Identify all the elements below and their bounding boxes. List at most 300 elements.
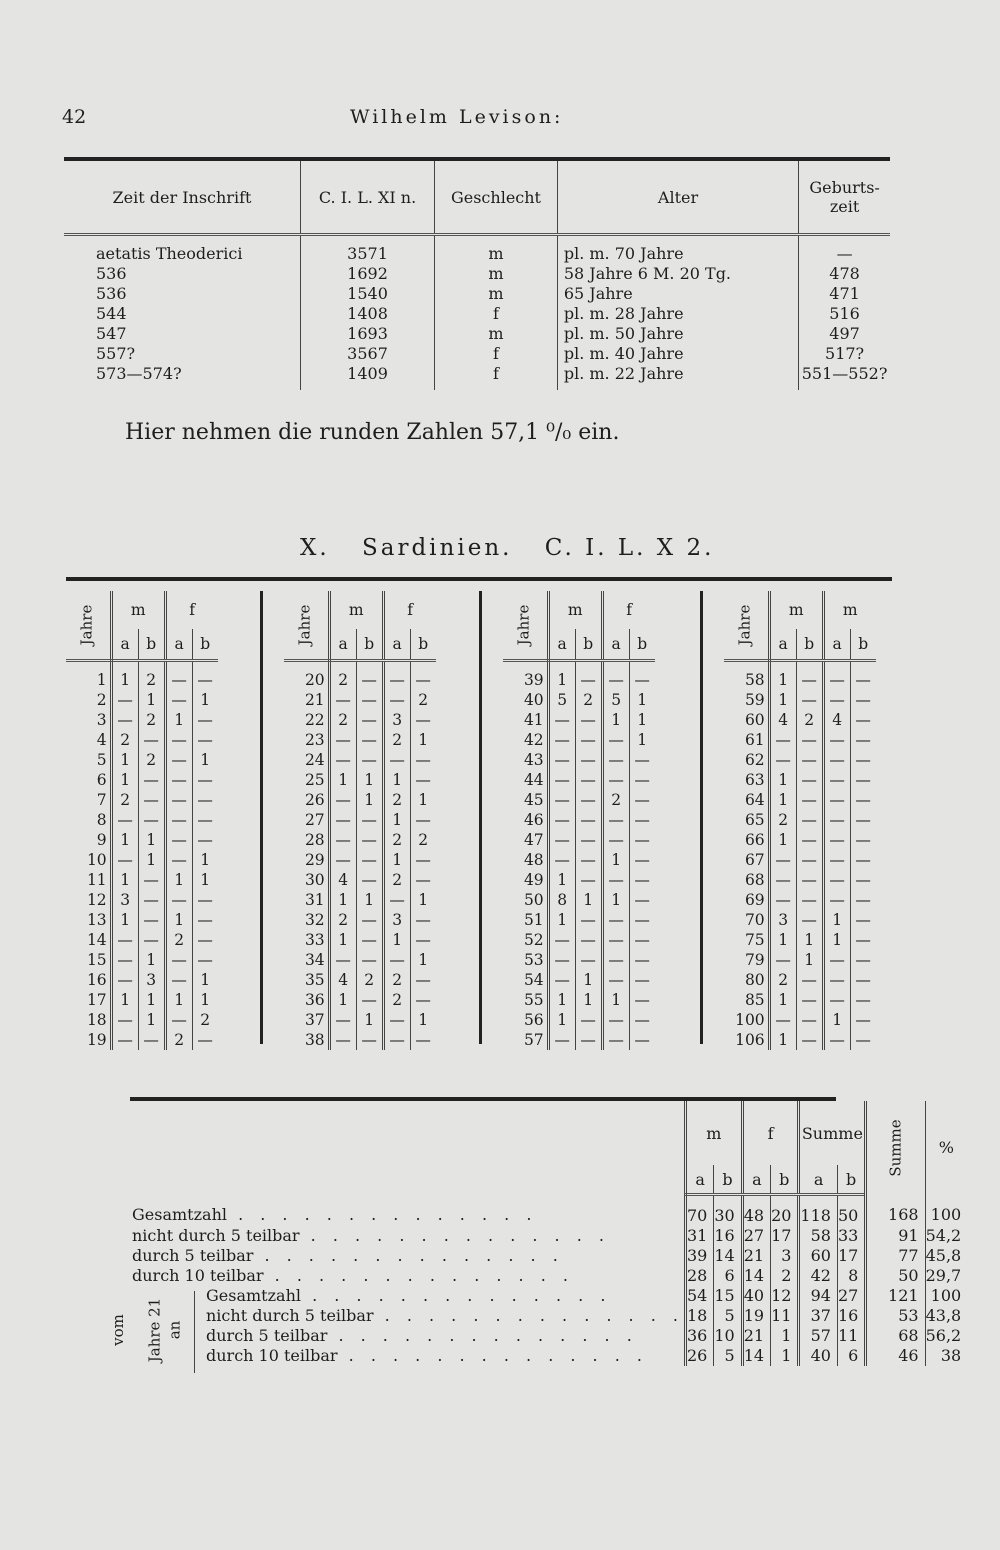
age-count: — xyxy=(629,1010,655,1030)
age-count: — xyxy=(117,971,133,989)
age-year: 50 xyxy=(503,890,548,910)
age-count: — xyxy=(192,910,218,930)
age-count: 1 xyxy=(778,691,789,709)
age-year: 15 xyxy=(66,950,111,970)
age-count: 1 xyxy=(557,871,568,889)
inscription-birth: 517? xyxy=(799,344,890,364)
age-count: — xyxy=(796,850,823,870)
age-count: — xyxy=(602,970,629,990)
sub-header: b xyxy=(575,629,602,661)
age-count: — xyxy=(823,730,850,750)
age-count: — xyxy=(796,790,823,810)
age-count: — xyxy=(554,851,570,869)
col-header-time: Zeit der Inschrift xyxy=(64,161,300,235)
age-count: — xyxy=(410,990,436,1010)
summary-table xyxy=(130,1097,962,1366)
age-count: 1 xyxy=(120,831,131,849)
summary-value: 15 xyxy=(714,1286,742,1306)
age-count: 2 xyxy=(165,1030,192,1050)
age-count: — xyxy=(554,931,570,949)
age-count: 2 xyxy=(120,791,131,809)
age-count: — xyxy=(165,690,192,710)
sex-header: f xyxy=(165,591,218,629)
sum-header-summe-vertical: Summe xyxy=(866,1101,925,1195)
summary-value: 16 xyxy=(837,1306,865,1326)
age-count: 1 xyxy=(575,970,602,990)
age-count: — xyxy=(775,891,791,909)
age-row xyxy=(724,770,876,790)
age-count: 2 xyxy=(165,930,192,950)
summary-total: 121 xyxy=(866,1286,925,1306)
age-year: 22 xyxy=(284,710,329,730)
age-row xyxy=(284,810,436,830)
age-count: 1 xyxy=(575,990,602,1010)
age-year: 70 xyxy=(724,910,769,930)
age-count: — xyxy=(602,930,629,950)
inscription-row xyxy=(64,284,890,304)
age-year: 79 xyxy=(724,950,769,970)
age-count: — xyxy=(138,810,165,830)
age-count: 3 xyxy=(383,710,410,730)
age-row xyxy=(66,1030,218,1050)
age-year: 40 xyxy=(503,690,548,710)
age-count: 1 xyxy=(356,890,383,910)
age-count: 1 xyxy=(557,671,568,689)
age-year: 6 xyxy=(66,770,111,790)
summary-row-label: durch 5 teilbar . . . . . . . . . . . . . . xyxy=(132,1246,564,1265)
age-count: — xyxy=(410,970,436,990)
age-count: — xyxy=(356,710,383,730)
age-row xyxy=(724,930,876,950)
age-count: — xyxy=(796,770,823,790)
inscription-cil: 1693 xyxy=(300,324,434,344)
age-count: — xyxy=(554,831,570,849)
age-count: — xyxy=(629,910,655,930)
age-year: 25 xyxy=(284,770,329,790)
age-row xyxy=(284,661,436,691)
age-count: 1 xyxy=(120,991,131,1009)
sex-header: m xyxy=(788,601,804,619)
age-count: 1 xyxy=(338,891,349,909)
age-year: 10 xyxy=(66,850,111,870)
age-count: — xyxy=(192,790,218,810)
age-year: 56 xyxy=(503,1010,548,1030)
age-count: — xyxy=(602,830,629,850)
age-count: 1 xyxy=(192,750,218,770)
inscription-birth: 478 xyxy=(799,264,890,284)
summary-value: 19 xyxy=(742,1306,770,1326)
age-count: 2 xyxy=(575,690,602,710)
age-count: 1 xyxy=(138,850,165,870)
age-row xyxy=(503,661,655,691)
summary-row xyxy=(130,1346,967,1366)
age-count: — xyxy=(192,1030,218,1050)
age-count: — xyxy=(192,770,218,790)
age-count: — xyxy=(554,791,570,809)
age-count: — xyxy=(850,710,876,730)
summary-row xyxy=(130,1326,967,1346)
age-count: — xyxy=(575,830,602,850)
age-row xyxy=(724,850,876,870)
age-count: — xyxy=(575,770,602,790)
age-count: — xyxy=(629,661,655,691)
age-count: 1 xyxy=(356,1010,383,1030)
age-year: 53 xyxy=(503,950,548,970)
age-count: 1 xyxy=(557,1011,568,1029)
sum-sub-header: b xyxy=(771,1165,799,1195)
inscription-cil: 3571 xyxy=(300,235,434,265)
age-year: 3 xyxy=(66,710,111,730)
age-row xyxy=(284,890,436,910)
age-row xyxy=(284,1030,436,1050)
age-row xyxy=(503,970,655,990)
age-count: — xyxy=(410,770,436,790)
age-count: 1 xyxy=(165,870,192,890)
subgroup-label xyxy=(108,1291,202,1373)
inscription-birth: — xyxy=(799,235,890,265)
age-count: 4 xyxy=(338,871,349,889)
age-count: 1 xyxy=(602,890,629,910)
age-row xyxy=(724,750,876,770)
section-title xyxy=(300,535,714,561)
age-count: 1 xyxy=(410,730,436,750)
summary-value: 70 xyxy=(685,1195,713,1227)
summary-value: 21 xyxy=(742,1246,770,1266)
age-row xyxy=(66,810,218,830)
sub-header: a xyxy=(548,629,575,661)
summary-value: 2 xyxy=(771,1266,799,1286)
summary-percent: 38 xyxy=(925,1346,967,1366)
age-year: 68 xyxy=(724,870,769,890)
summary-total: 168 xyxy=(866,1195,925,1227)
age-count: 1 xyxy=(778,671,789,689)
age-year: 36 xyxy=(284,990,329,1010)
inscription-time: 544 xyxy=(96,304,127,323)
age-count: — xyxy=(850,850,876,870)
age-count: 5 xyxy=(602,690,629,710)
age-row xyxy=(284,910,436,930)
age-row xyxy=(724,710,876,730)
age-count: — xyxy=(823,750,850,770)
age-count: — xyxy=(850,910,876,930)
age-count: 2 xyxy=(796,710,823,730)
age-count: — xyxy=(796,970,823,990)
age-count: — xyxy=(629,1030,655,1050)
age-row xyxy=(284,750,436,770)
age-count: 3 xyxy=(778,911,789,929)
age-count: — xyxy=(575,930,602,950)
age-count: — xyxy=(117,691,133,709)
summary-total: 77 xyxy=(866,1246,925,1266)
age-row xyxy=(503,730,655,750)
age-year: 19 xyxy=(66,1030,111,1050)
age-count: — xyxy=(165,830,192,850)
age-row xyxy=(724,790,876,810)
age-count: — xyxy=(138,910,165,930)
group-divider xyxy=(700,591,703,1044)
age-count: — xyxy=(356,870,383,890)
age-count: 1 xyxy=(629,710,655,730)
sum-header-f: f xyxy=(742,1101,799,1165)
inscription-age: 65 Jahre xyxy=(557,284,798,304)
age-count: — xyxy=(823,770,850,790)
age-count: — xyxy=(356,1030,383,1050)
age-year: 2 xyxy=(66,690,111,710)
age-count: — xyxy=(165,730,192,750)
section-roman: X. xyxy=(300,535,330,561)
sum-sub-header: a xyxy=(742,1165,770,1195)
sub-header: a xyxy=(602,629,629,661)
age-count: — xyxy=(165,850,192,870)
sex-header: m xyxy=(823,591,876,629)
age-year: 75 xyxy=(724,930,769,950)
age-count: 1 xyxy=(165,710,192,730)
age-year: 17 xyxy=(66,990,111,1010)
age-count: — xyxy=(356,990,383,1010)
age-year: 27 xyxy=(284,810,329,830)
age-count: — xyxy=(554,811,570,829)
age-year: 51 xyxy=(503,910,548,930)
age-group-2 xyxy=(284,591,436,1049)
sub-header: b xyxy=(356,629,383,661)
age-row xyxy=(284,770,436,790)
age-count: — xyxy=(602,1010,629,1030)
age-count: 2 xyxy=(383,790,410,810)
age-year: 57 xyxy=(503,1030,548,1050)
inscription-time: 536 xyxy=(96,284,127,303)
sub-header: a xyxy=(329,629,356,661)
age-count: — xyxy=(192,710,218,730)
inscriptions-table-header xyxy=(64,161,890,235)
age-count: 2 xyxy=(383,870,410,890)
age-count: 1 xyxy=(138,830,165,850)
age-year: 33 xyxy=(284,930,329,950)
summary-value: 50 xyxy=(837,1195,865,1227)
age-count: — xyxy=(629,950,655,970)
inscription-birth: 516 xyxy=(799,304,890,324)
age-count: 1 xyxy=(383,810,410,830)
age-count: 1 xyxy=(823,910,850,930)
age-row xyxy=(503,950,655,970)
age-count: — xyxy=(796,910,823,930)
summary-row-label: Gesamtzahl . . . . . . . . . . . . . . xyxy=(206,1286,612,1305)
age-row xyxy=(284,690,436,710)
age-count: 4 xyxy=(338,971,349,989)
year-column-header: Jahre xyxy=(284,591,329,661)
inscription-time: 573—574? xyxy=(96,364,182,383)
age-count: — xyxy=(410,750,436,770)
age-count: — xyxy=(823,890,850,910)
inscription-row xyxy=(64,324,890,344)
age-count: — xyxy=(796,1030,823,1050)
inscription-cil: 1409 xyxy=(300,364,434,390)
sex-header: m xyxy=(567,601,583,619)
summary-value: 27 xyxy=(837,1286,865,1306)
age-row xyxy=(503,890,655,910)
age-year: 24 xyxy=(284,750,329,770)
age-count: 2 xyxy=(138,710,165,730)
age-count: — xyxy=(192,950,218,970)
age-count: 1 xyxy=(410,950,436,970)
age-row xyxy=(724,661,876,691)
age-year: 14 xyxy=(66,930,111,950)
summary-value: 33 xyxy=(837,1226,865,1246)
age-count: — xyxy=(410,850,436,870)
age-row xyxy=(66,970,218,990)
age-count: — xyxy=(192,661,218,691)
age-count: — xyxy=(629,970,655,990)
summary-value: 27 xyxy=(742,1226,770,1246)
age-count: — xyxy=(796,690,823,710)
age-row xyxy=(66,661,218,691)
age-count: 1 xyxy=(138,950,165,970)
age-year: 4 xyxy=(66,730,111,750)
age-row xyxy=(724,830,876,850)
age-year: 41 xyxy=(503,710,548,730)
age-count: 1 xyxy=(338,771,349,789)
age-count: — xyxy=(850,750,876,770)
summary-total: 50 xyxy=(866,1266,925,1286)
sub-header: a xyxy=(383,629,410,661)
running-title: Wilhelm Levison: xyxy=(350,106,564,128)
age-count: — xyxy=(356,690,383,710)
age-count: — xyxy=(335,791,351,809)
age-count: 2 xyxy=(602,790,629,810)
age-count: 1 xyxy=(192,870,218,890)
sum-sub-header: b xyxy=(714,1165,742,1195)
summary-value: 118 xyxy=(799,1195,838,1227)
age-count: — xyxy=(823,970,850,990)
age-count: 1 xyxy=(138,1010,165,1030)
age-row xyxy=(724,870,876,890)
age-count: — xyxy=(192,830,218,850)
sex-header: m xyxy=(130,601,146,619)
age-count: 1 xyxy=(338,931,349,949)
age-count: — xyxy=(335,1011,351,1029)
age-count: — xyxy=(165,770,192,790)
age-count: 1 xyxy=(629,730,655,750)
age-row xyxy=(284,970,436,990)
summary-row-label: durch 10 teilbar . . . . . . . . . . . . . . xyxy=(206,1346,648,1365)
age-count: 1 xyxy=(410,890,436,910)
age-row xyxy=(724,990,876,1010)
age-count: — xyxy=(165,810,192,830)
summary-value: 11 xyxy=(837,1326,865,1346)
age-count: — xyxy=(629,890,655,910)
age-row xyxy=(66,830,218,850)
age-count: 2 xyxy=(383,830,410,850)
age-count: 1 xyxy=(192,970,218,990)
age-count: — xyxy=(165,790,192,810)
age-year: 11 xyxy=(66,870,111,890)
inscription-age: 58 Jahre 6 M. 20 Tg. xyxy=(557,264,798,284)
age-count: — xyxy=(823,661,850,691)
summary-value: 14 xyxy=(742,1266,770,1286)
age-count: — xyxy=(383,750,410,770)
age-group-3 xyxy=(503,591,655,1049)
age-count: 2 xyxy=(356,970,383,990)
summary-row xyxy=(130,1226,967,1246)
age-count: — xyxy=(629,810,655,830)
summary-row xyxy=(130,1266,967,1286)
age-count: — xyxy=(775,851,791,869)
age-count: — xyxy=(410,930,436,950)
age-row xyxy=(503,710,655,730)
age-year: 45 xyxy=(503,790,548,810)
age-count: — xyxy=(629,750,655,770)
age-count: — xyxy=(383,661,410,691)
age-count: 1 xyxy=(356,770,383,790)
age-count: 1 xyxy=(796,930,823,950)
age-count: 1 xyxy=(602,710,629,730)
age-count: — xyxy=(554,971,570,989)
age-count: 1 xyxy=(165,910,192,930)
age-year: 5 xyxy=(66,750,111,770)
age-count: — xyxy=(796,830,823,850)
age-year: 31 xyxy=(284,890,329,910)
age-count: — xyxy=(335,831,351,849)
sex-header: f xyxy=(383,591,436,629)
age-row xyxy=(284,790,436,810)
age-year: 64 xyxy=(724,790,769,810)
age-group-4 xyxy=(724,591,876,1049)
age-row xyxy=(66,730,218,750)
inscription-age: pl. m. 40 Jahre xyxy=(557,344,798,364)
sum-header-m: m xyxy=(685,1101,742,1165)
age-count: — xyxy=(165,661,192,691)
age-distribution-table xyxy=(66,577,892,1049)
age-count: 1 xyxy=(778,991,789,1009)
age-count: — xyxy=(850,790,876,810)
summary-value: 36 xyxy=(685,1326,713,1346)
age-row xyxy=(66,790,218,810)
age-row xyxy=(503,810,655,830)
age-year: 38 xyxy=(284,1030,329,1050)
age-count: — xyxy=(335,691,351,709)
summary-value: 21 xyxy=(742,1326,770,1346)
summary-value: 11 xyxy=(771,1306,799,1326)
col-header-sex: Geschlecht xyxy=(435,161,558,235)
age-row xyxy=(724,810,876,830)
age-count: 3 xyxy=(120,891,131,909)
summary-row xyxy=(130,1286,967,1306)
summary-value: 30 xyxy=(714,1195,742,1227)
age-count: — xyxy=(575,810,602,830)
age-count: 2 xyxy=(138,750,165,770)
sum-header-summe: Summe xyxy=(799,1101,866,1165)
age-row xyxy=(284,870,436,890)
age-count: — xyxy=(823,810,850,830)
age-count: — xyxy=(850,1010,876,1030)
age-year: 49 xyxy=(503,870,548,890)
age-row xyxy=(66,930,218,950)
summary-total: 46 xyxy=(866,1346,925,1366)
inscription-age: pl. m. 50 Jahre xyxy=(557,324,798,344)
age-count: — xyxy=(138,890,165,910)
age-count: — xyxy=(575,661,602,691)
summary-value: 5 xyxy=(714,1306,742,1326)
summary-row-label: durch 10 teilbar . . . . . . . . . . . . . . xyxy=(132,1266,574,1285)
age-row xyxy=(284,710,436,730)
age-count: 3 xyxy=(138,970,165,990)
age-count: 2 xyxy=(778,811,789,829)
age-count: 1 xyxy=(356,790,383,810)
age-year: 35 xyxy=(284,970,329,990)
age-count: 1 xyxy=(383,930,410,950)
summary-value: 17 xyxy=(771,1226,799,1246)
age-count: — xyxy=(117,1011,133,1029)
age-count: — xyxy=(775,731,791,749)
